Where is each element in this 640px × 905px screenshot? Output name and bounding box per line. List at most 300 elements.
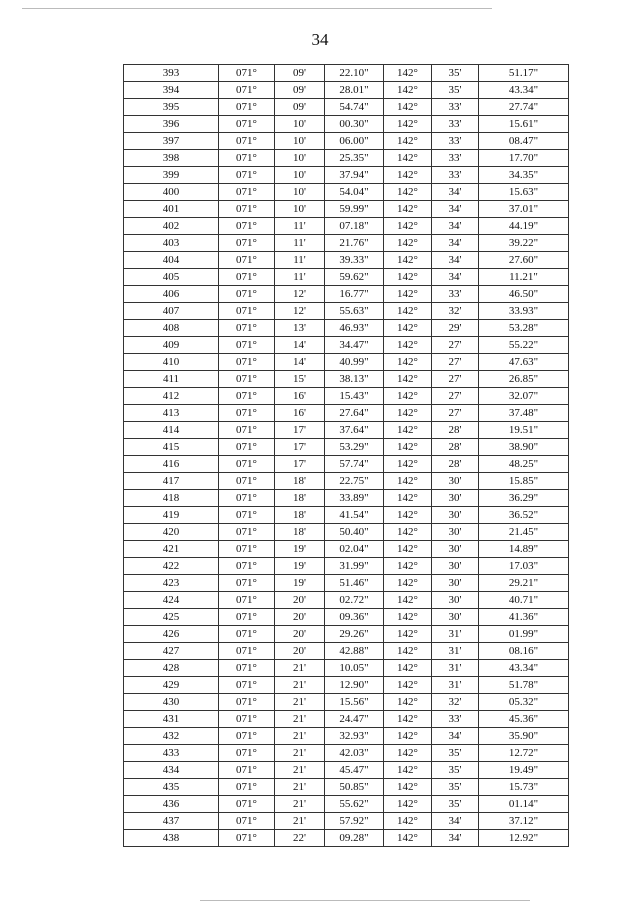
longitude-degrees-cell: 142° [384, 575, 432, 592]
longitude-minutes-cell: 32' [432, 303, 479, 320]
latitude-seconds-cell: 09.36" [325, 609, 384, 626]
longitude-degrees-cell: 142° [384, 167, 432, 184]
table-row [124, 388, 569, 405]
latitude-seconds-cell: 02.04" [325, 541, 384, 558]
latitude-degrees-cell: 071° [219, 558, 275, 575]
point-number-cell: 399 [124, 167, 219, 184]
latitude-seconds-cell: 12.90" [325, 677, 384, 694]
point-number-cell: 427 [124, 643, 219, 660]
latitude-degrees-cell: 071° [219, 388, 275, 405]
longitude-minutes-cell: 34' [432, 269, 479, 286]
longitude-degrees-cell: 142° [384, 354, 432, 371]
longitude-seconds-cell: 43.34" [479, 660, 569, 677]
latitude-minutes-cell: 21' [275, 813, 325, 830]
longitude-minutes-cell: 28' [432, 456, 479, 473]
longitude-seconds-cell: 48.25" [479, 456, 569, 473]
longitude-minutes-cell: 35' [432, 762, 479, 779]
longitude-seconds-cell: 17.03" [479, 558, 569, 575]
longitude-degrees-cell: 142° [384, 286, 432, 303]
latitude-degrees-cell: 071° [219, 218, 275, 235]
table-row [124, 660, 569, 677]
point-number-cell: 412 [124, 388, 219, 405]
longitude-minutes-cell: 30' [432, 592, 479, 609]
latitude-seconds-cell: 15.43" [325, 388, 384, 405]
longitude-seconds-cell: 51.17" [479, 65, 569, 82]
point-number-cell: 413 [124, 405, 219, 422]
latitude-seconds-cell: 10.05" [325, 660, 384, 677]
point-number-cell: 401 [124, 201, 219, 218]
latitude-degrees-cell: 071° [219, 150, 275, 167]
longitude-seconds-cell: 47.63" [479, 354, 569, 371]
page-number: 34 [311, 30, 329, 49]
table-row [124, 609, 569, 626]
longitude-seconds-cell: 38.90" [479, 439, 569, 456]
point-number-cell: 426 [124, 626, 219, 643]
point-number-cell: 422 [124, 558, 219, 575]
table-row [124, 320, 569, 337]
point-number-cell: 424 [124, 592, 219, 609]
longitude-minutes-cell: 33' [432, 150, 479, 167]
longitude-degrees-cell: 142° [384, 626, 432, 643]
latitude-seconds-cell: 55.62" [325, 796, 384, 813]
longitude-seconds-cell: 36.52" [479, 507, 569, 524]
table-row [124, 524, 569, 541]
latitude-seconds-cell: 07.18" [325, 218, 384, 235]
longitude-degrees-cell: 142° [384, 218, 432, 235]
latitude-seconds-cell: 50.85" [325, 779, 384, 796]
point-number-cell: 433 [124, 745, 219, 762]
table-row [124, 235, 569, 252]
latitude-degrees-cell: 071° [219, 201, 275, 218]
longitude-seconds-cell: 15.85" [479, 473, 569, 490]
longitude-degrees-cell: 142° [384, 422, 432, 439]
latitude-minutes-cell: 11' [275, 269, 325, 286]
table-row [124, 796, 569, 813]
longitude-degrees-cell: 142° [384, 524, 432, 541]
point-number-cell: 414 [124, 422, 219, 439]
latitude-minutes-cell: 19' [275, 558, 325, 575]
latitude-minutes-cell: 11' [275, 218, 325, 235]
latitude-seconds-cell: 59.62" [325, 269, 384, 286]
longitude-seconds-cell: 01.99" [479, 626, 569, 643]
latitude-minutes-cell: 14' [275, 337, 325, 354]
longitude-degrees-cell: 142° [384, 762, 432, 779]
table-row [124, 201, 569, 218]
longitude-degrees-cell: 142° [384, 65, 432, 82]
longitude-seconds-cell: 51.78" [479, 677, 569, 694]
longitude-degrees-cell: 142° [384, 558, 432, 575]
latitude-degrees-cell: 071° [219, 184, 275, 201]
longitude-seconds-cell: 08.16" [479, 643, 569, 660]
longitude-minutes-cell: 34' [432, 252, 479, 269]
point-number-cell: 435 [124, 779, 219, 796]
longitude-degrees-cell: 142° [384, 490, 432, 507]
table-row [124, 762, 569, 779]
longitude-minutes-cell: 29' [432, 320, 479, 337]
table-row [124, 82, 569, 99]
latitude-seconds-cell: 50.40" [325, 524, 384, 541]
latitude-degrees-cell: 071° [219, 371, 275, 388]
latitude-seconds-cell: 54.04" [325, 184, 384, 201]
point-number-cell: 432 [124, 728, 219, 745]
latitude-degrees-cell: 071° [219, 405, 275, 422]
longitude-seconds-cell: 05.32" [479, 694, 569, 711]
longitude-degrees-cell: 142° [384, 677, 432, 694]
latitude-seconds-cell: 31.99" [325, 558, 384, 575]
point-number-cell: 404 [124, 252, 219, 269]
point-number-cell: 437 [124, 813, 219, 830]
longitude-degrees-cell: 142° [384, 337, 432, 354]
latitude-seconds-cell: 46.93" [325, 320, 384, 337]
latitude-minutes-cell: 11' [275, 252, 325, 269]
point-number-cell: 405 [124, 269, 219, 286]
longitude-degrees-cell: 142° [384, 235, 432, 252]
longitude-degrees-cell: 142° [384, 728, 432, 745]
latitude-seconds-cell: 42.03" [325, 745, 384, 762]
longitude-minutes-cell: 31' [432, 626, 479, 643]
latitude-degrees-cell: 071° [219, 82, 275, 99]
longitude-degrees-cell: 142° [384, 405, 432, 422]
longitude-degrees-cell: 142° [384, 388, 432, 405]
latitude-degrees-cell: 071° [219, 422, 275, 439]
longitude-seconds-cell: 43.34" [479, 82, 569, 99]
latitude-degrees-cell: 071° [219, 711, 275, 728]
longitude-minutes-cell: 35' [432, 745, 479, 762]
latitude-degrees-cell: 071° [219, 643, 275, 660]
latitude-degrees-cell: 071° [219, 456, 275, 473]
longitude-minutes-cell: 35' [432, 82, 479, 99]
table-row [124, 65, 569, 82]
longitude-seconds-cell: 45.36" [479, 711, 569, 728]
longitude-seconds-cell: 53.28" [479, 320, 569, 337]
table-row [124, 116, 569, 133]
latitude-minutes-cell: 21' [275, 728, 325, 745]
longitude-minutes-cell: 30' [432, 490, 479, 507]
table-row [124, 541, 569, 558]
latitude-seconds-cell: 02.72" [325, 592, 384, 609]
longitude-minutes-cell: 34' [432, 201, 479, 218]
latitude-seconds-cell: 51.46" [325, 575, 384, 592]
latitude-minutes-cell: 18' [275, 524, 325, 541]
longitude-seconds-cell: 41.36" [479, 609, 569, 626]
latitude-minutes-cell: 21' [275, 779, 325, 796]
latitude-degrees-cell: 071° [219, 779, 275, 796]
longitude-degrees-cell: 142° [384, 609, 432, 626]
latitude-degrees-cell: 071° [219, 490, 275, 507]
point-number-cell: 398 [124, 150, 219, 167]
longitude-degrees-cell: 142° [384, 711, 432, 728]
latitude-degrees-cell: 071° [219, 252, 275, 269]
table-row [124, 337, 569, 354]
longitude-seconds-cell: 44.19" [479, 218, 569, 235]
table-row [124, 303, 569, 320]
longitude-minutes-cell: 34' [432, 235, 479, 252]
longitude-seconds-cell: 46.50" [479, 286, 569, 303]
longitude-seconds-cell: 14.89" [479, 541, 569, 558]
latitude-minutes-cell: 21' [275, 762, 325, 779]
table-row [124, 830, 569, 847]
latitude-degrees-cell: 071° [219, 677, 275, 694]
latitude-minutes-cell: 18' [275, 507, 325, 524]
latitude-seconds-cell: 54.74" [325, 99, 384, 116]
table-row [124, 99, 569, 116]
point-number-cell: 431 [124, 711, 219, 728]
latitude-seconds-cell: 06.00" [325, 133, 384, 150]
longitude-degrees-cell: 142° [384, 269, 432, 286]
point-number-cell: 423 [124, 575, 219, 592]
longitude-seconds-cell: 32.07" [479, 388, 569, 405]
point-number-cell: 425 [124, 609, 219, 626]
latitude-seconds-cell: 22.75" [325, 473, 384, 490]
longitude-seconds-cell: 29.21" [479, 575, 569, 592]
latitude-degrees-cell: 071° [219, 65, 275, 82]
latitude-minutes-cell: 19' [275, 541, 325, 558]
latitude-degrees-cell: 071° [219, 286, 275, 303]
point-number-cell: 416 [124, 456, 219, 473]
longitude-minutes-cell: 34' [432, 218, 479, 235]
longitude-seconds-cell: 21.45" [479, 524, 569, 541]
latitude-seconds-cell: 15.56" [325, 694, 384, 711]
latitude-seconds-cell: 42.88" [325, 643, 384, 660]
latitude-degrees-cell: 071° [219, 320, 275, 337]
point-number-cell: 403 [124, 235, 219, 252]
table-row [124, 575, 569, 592]
point-number-cell: 393 [124, 65, 219, 82]
table-row [124, 643, 569, 660]
scan-edge-line-bottom [200, 900, 530, 901]
latitude-degrees-cell: 071° [219, 813, 275, 830]
latitude-minutes-cell: 12' [275, 303, 325, 320]
scan-edge-line [22, 8, 492, 9]
latitude-degrees-cell: 071° [219, 133, 275, 150]
table-row [124, 490, 569, 507]
table-row [124, 354, 569, 371]
table-row [124, 167, 569, 184]
longitude-minutes-cell: 30' [432, 609, 479, 626]
point-number-cell: 410 [124, 354, 219, 371]
table-row [124, 269, 569, 286]
longitude-seconds-cell: 35.90" [479, 728, 569, 745]
latitude-degrees-cell: 071° [219, 354, 275, 371]
latitude-minutes-cell: 17' [275, 422, 325, 439]
table-row [124, 813, 569, 830]
point-number-cell: 409 [124, 337, 219, 354]
point-number-cell: 421 [124, 541, 219, 558]
longitude-degrees-cell: 142° [384, 252, 432, 269]
point-number-cell: 397 [124, 133, 219, 150]
table-row [124, 745, 569, 762]
table-row [124, 626, 569, 643]
longitude-seconds-cell: 12.72" [479, 745, 569, 762]
latitude-seconds-cell: 22.10" [325, 65, 384, 82]
longitude-minutes-cell: 27' [432, 354, 479, 371]
latitude-minutes-cell: 21' [275, 694, 325, 711]
latitude-degrees-cell: 071° [219, 473, 275, 490]
longitude-seconds-cell: 19.51" [479, 422, 569, 439]
longitude-seconds-cell: 27.74" [479, 99, 569, 116]
longitude-seconds-cell: 19.49" [479, 762, 569, 779]
longitude-minutes-cell: 30' [432, 524, 479, 541]
table-row [124, 507, 569, 524]
longitude-minutes-cell: 33' [432, 116, 479, 133]
point-number-cell: 408 [124, 320, 219, 337]
longitude-degrees-cell: 142° [384, 779, 432, 796]
latitude-seconds-cell: 32.93" [325, 728, 384, 745]
latitude-seconds-cell: 55.63" [325, 303, 384, 320]
longitude-degrees-cell: 142° [384, 507, 432, 524]
latitude-degrees-cell: 071° [219, 609, 275, 626]
longitude-degrees-cell: 142° [384, 830, 432, 847]
table-row [124, 252, 569, 269]
longitude-minutes-cell: 35' [432, 779, 479, 796]
longitude-degrees-cell: 142° [384, 371, 432, 388]
point-number-cell: 430 [124, 694, 219, 711]
point-number-cell: 406 [124, 286, 219, 303]
latitude-minutes-cell: 09' [275, 65, 325, 82]
latitude-minutes-cell: 21' [275, 796, 325, 813]
latitude-minutes-cell: 18' [275, 490, 325, 507]
point-number-cell: 396 [124, 116, 219, 133]
latitude-degrees-cell: 071° [219, 660, 275, 677]
latitude-seconds-cell: 39.33" [325, 252, 384, 269]
table-row [124, 150, 569, 167]
longitude-minutes-cell: 30' [432, 575, 479, 592]
latitude-minutes-cell: 20' [275, 626, 325, 643]
latitude-minutes-cell: 20' [275, 592, 325, 609]
longitude-minutes-cell: 34' [432, 830, 479, 847]
latitude-minutes-cell: 14' [275, 354, 325, 371]
latitude-degrees-cell: 071° [219, 694, 275, 711]
latitude-degrees-cell: 071° [219, 99, 275, 116]
longitude-minutes-cell: 33' [432, 286, 479, 303]
longitude-minutes-cell: 30' [432, 507, 479, 524]
longitude-degrees-cell: 142° [384, 592, 432, 609]
latitude-minutes-cell: 21' [275, 677, 325, 694]
latitude-minutes-cell: 10' [275, 184, 325, 201]
latitude-seconds-cell: 37.64" [325, 422, 384, 439]
latitude-degrees-cell: 071° [219, 541, 275, 558]
latitude-seconds-cell: 57.74" [325, 456, 384, 473]
longitude-minutes-cell: 27' [432, 405, 479, 422]
longitude-degrees-cell: 142° [384, 201, 432, 218]
table-row [124, 218, 569, 235]
longitude-seconds-cell: 17.70" [479, 150, 569, 167]
longitude-degrees-cell: 142° [384, 660, 432, 677]
longitude-seconds-cell: 27.60" [479, 252, 569, 269]
table-row [124, 422, 569, 439]
latitude-degrees-cell: 071° [219, 235, 275, 252]
table-row [124, 405, 569, 422]
latitude-seconds-cell: 33.89" [325, 490, 384, 507]
longitude-minutes-cell: 34' [432, 813, 479, 830]
latitude-minutes-cell: 15' [275, 371, 325, 388]
longitude-seconds-cell: 37.12" [479, 813, 569, 830]
latitude-minutes-cell: 21' [275, 745, 325, 762]
latitude-minutes-cell: 22' [275, 830, 325, 847]
longitude-degrees-cell: 142° [384, 133, 432, 150]
longitude-degrees-cell: 142° [384, 150, 432, 167]
latitude-minutes-cell: 10' [275, 133, 325, 150]
latitude-minutes-cell: 11' [275, 235, 325, 252]
longitude-minutes-cell: 35' [432, 65, 479, 82]
longitude-seconds-cell: 11.21" [479, 269, 569, 286]
latitude-seconds-cell: 37.94" [325, 167, 384, 184]
latitude-minutes-cell: 10' [275, 167, 325, 184]
point-number-cell: 400 [124, 184, 219, 201]
latitude-seconds-cell: 59.99" [325, 201, 384, 218]
point-number-cell: 428 [124, 660, 219, 677]
latitude-seconds-cell: 57.92" [325, 813, 384, 830]
latitude-seconds-cell: 00.30" [325, 116, 384, 133]
longitude-degrees-cell: 142° [384, 473, 432, 490]
longitude-seconds-cell: 15.61" [479, 116, 569, 133]
table-row [124, 371, 569, 388]
longitude-minutes-cell: 28' [432, 422, 479, 439]
longitude-degrees-cell: 142° [384, 456, 432, 473]
latitude-degrees-cell: 071° [219, 575, 275, 592]
longitude-degrees-cell: 142° [384, 116, 432, 133]
point-number-cell: 434 [124, 762, 219, 779]
point-number-cell: 438 [124, 830, 219, 847]
latitude-minutes-cell: 21' [275, 660, 325, 677]
point-number-cell: 436 [124, 796, 219, 813]
longitude-degrees-cell: 142° [384, 643, 432, 660]
longitude-degrees-cell: 142° [384, 745, 432, 762]
longitude-degrees-cell: 142° [384, 813, 432, 830]
longitude-seconds-cell: 01.14" [479, 796, 569, 813]
latitude-degrees-cell: 071° [219, 507, 275, 524]
table-row [124, 473, 569, 490]
longitude-seconds-cell: 33.93" [479, 303, 569, 320]
point-number-cell: 415 [124, 439, 219, 456]
longitude-degrees-cell: 142° [384, 303, 432, 320]
latitude-seconds-cell: 27.64" [325, 405, 384, 422]
latitude-degrees-cell: 071° [219, 167, 275, 184]
longitude-minutes-cell: 27' [432, 371, 479, 388]
longitude-minutes-cell: 30' [432, 541, 479, 558]
latitude-seconds-cell: 29.26" [325, 626, 384, 643]
latitude-minutes-cell: 16' [275, 405, 325, 422]
latitude-minutes-cell: 10' [275, 201, 325, 218]
latitude-degrees-cell: 071° [219, 728, 275, 745]
point-number-cell: 411 [124, 371, 219, 388]
latitude-minutes-cell: 12' [275, 286, 325, 303]
longitude-degrees-cell: 142° [384, 541, 432, 558]
point-number-cell: 394 [124, 82, 219, 99]
latitude-degrees-cell: 071° [219, 524, 275, 541]
coordinates-table-body [124, 65, 569, 847]
table-row [124, 592, 569, 609]
latitude-minutes-cell: 20' [275, 643, 325, 660]
longitude-minutes-cell: 31' [432, 643, 479, 660]
latitude-degrees-cell: 071° [219, 745, 275, 762]
longitude-degrees-cell: 142° [384, 320, 432, 337]
point-number-cell: 429 [124, 677, 219, 694]
longitude-degrees-cell: 142° [384, 439, 432, 456]
longitude-degrees-cell: 142° [384, 184, 432, 201]
longitude-degrees-cell: 142° [384, 82, 432, 99]
latitude-seconds-cell: 21.76" [325, 235, 384, 252]
table-row [124, 558, 569, 575]
longitude-seconds-cell: 12.92" [479, 830, 569, 847]
coordinates-table [123, 64, 569, 847]
point-number-cell: 420 [124, 524, 219, 541]
table-row [124, 728, 569, 745]
latitude-minutes-cell: 17' [275, 456, 325, 473]
longitude-minutes-cell: 31' [432, 660, 479, 677]
table-row [124, 439, 569, 456]
longitude-degrees-cell: 142° [384, 694, 432, 711]
